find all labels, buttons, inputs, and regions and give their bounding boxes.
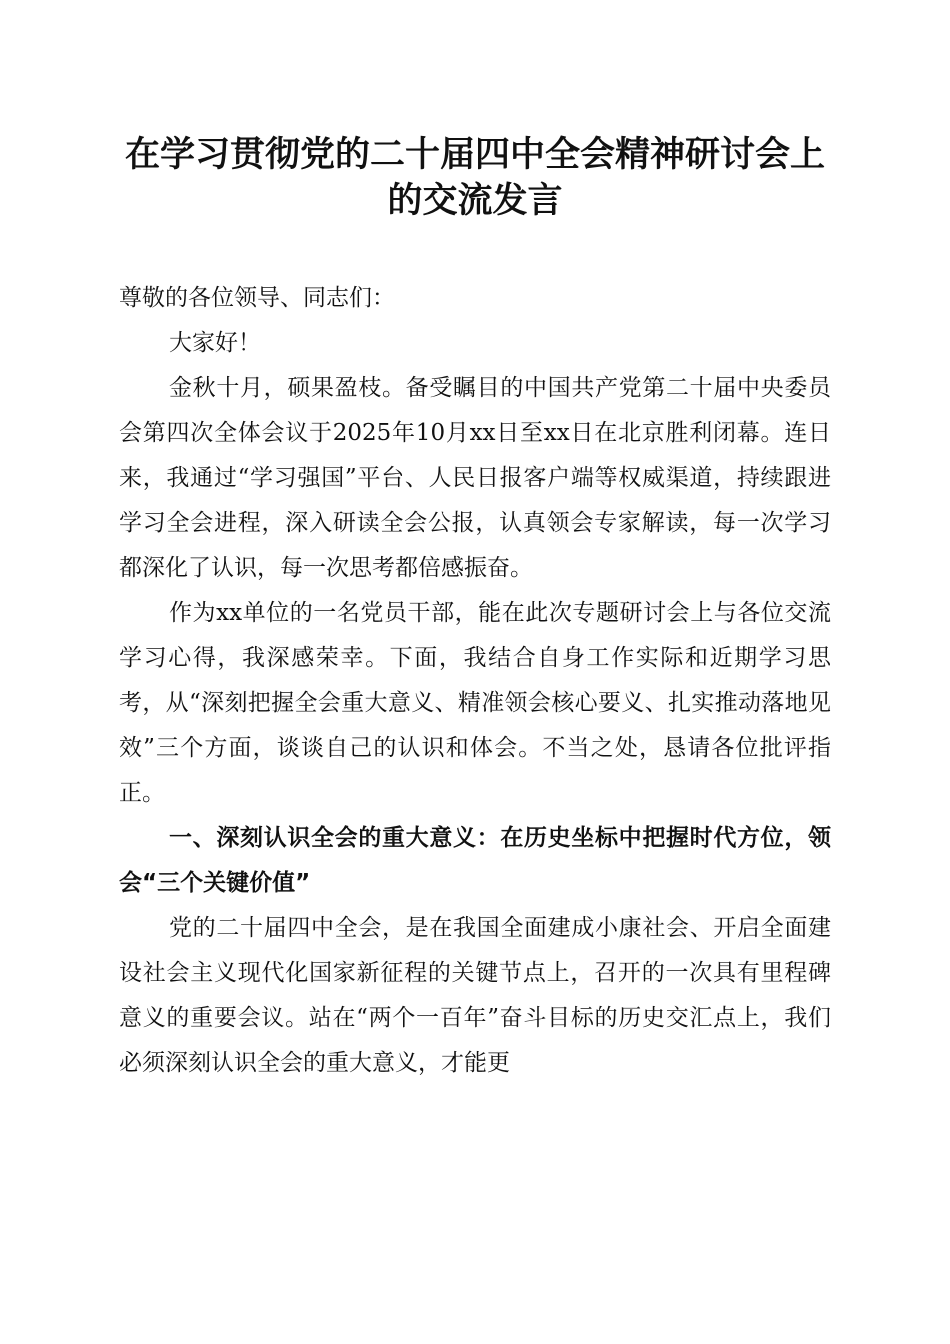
document-title (100, 132, 850, 224)
salutation: 尊敬的各位领导、同志们： (119, 285, 395, 311)
section-heading-1: 一、深刻认识全会的重大意义：在历史坐标中把握时代方位，领会“三个关键价值” (119, 825, 831, 896)
greeting: 大家好！ (169, 330, 261, 356)
title-line-2: 的交流发言 (387, 180, 563, 221)
section-1-paragraph: 党的二十届四中全会，是在我国全面建成小康社会、开启全面建设社会主义现代化国家新征程的关键节点上，召开的一次具有里程碑意义的重要会议。站在“两个一百年”奋斗目标的历史交汇点上，我们必须深刻认识全会的重大意义，才能更 (119, 915, 831, 1076)
paragraph-intro: 金秋十月，硕果盈枝。备受瞩目的中国共产党第二十届中央委员会第四次全体会议于2025年10月xx日至xx日在北京胜利闭幕。连日来，我通过“学习强国”平台、人民日报客户端等权威渠道，持续跟进学习全会进程，深入研读全会公报，认真领会专家解读，每一次学习都深化了认识，每一次思考都倍感振奋。 (119, 375, 831, 581)
title-line-1: 在学习贯彻党的二十届四中全会精神研讨会上 (124, 134, 825, 175)
document-body (119, 276, 831, 1086)
paragraph-purpose: 作为xx单位的一名党员干部，能在此次专题研讨会上与各位交流学习心得，我深感荣幸。下面，我结合自身工作实际和近期学习思考，从“深刻把握全会重大意义、精准领会核心要义、扎实推动落地见效”三个方面，谈谈自己的认识和体会。不当之处，恳请各位批评指正。 (119, 600, 831, 806)
